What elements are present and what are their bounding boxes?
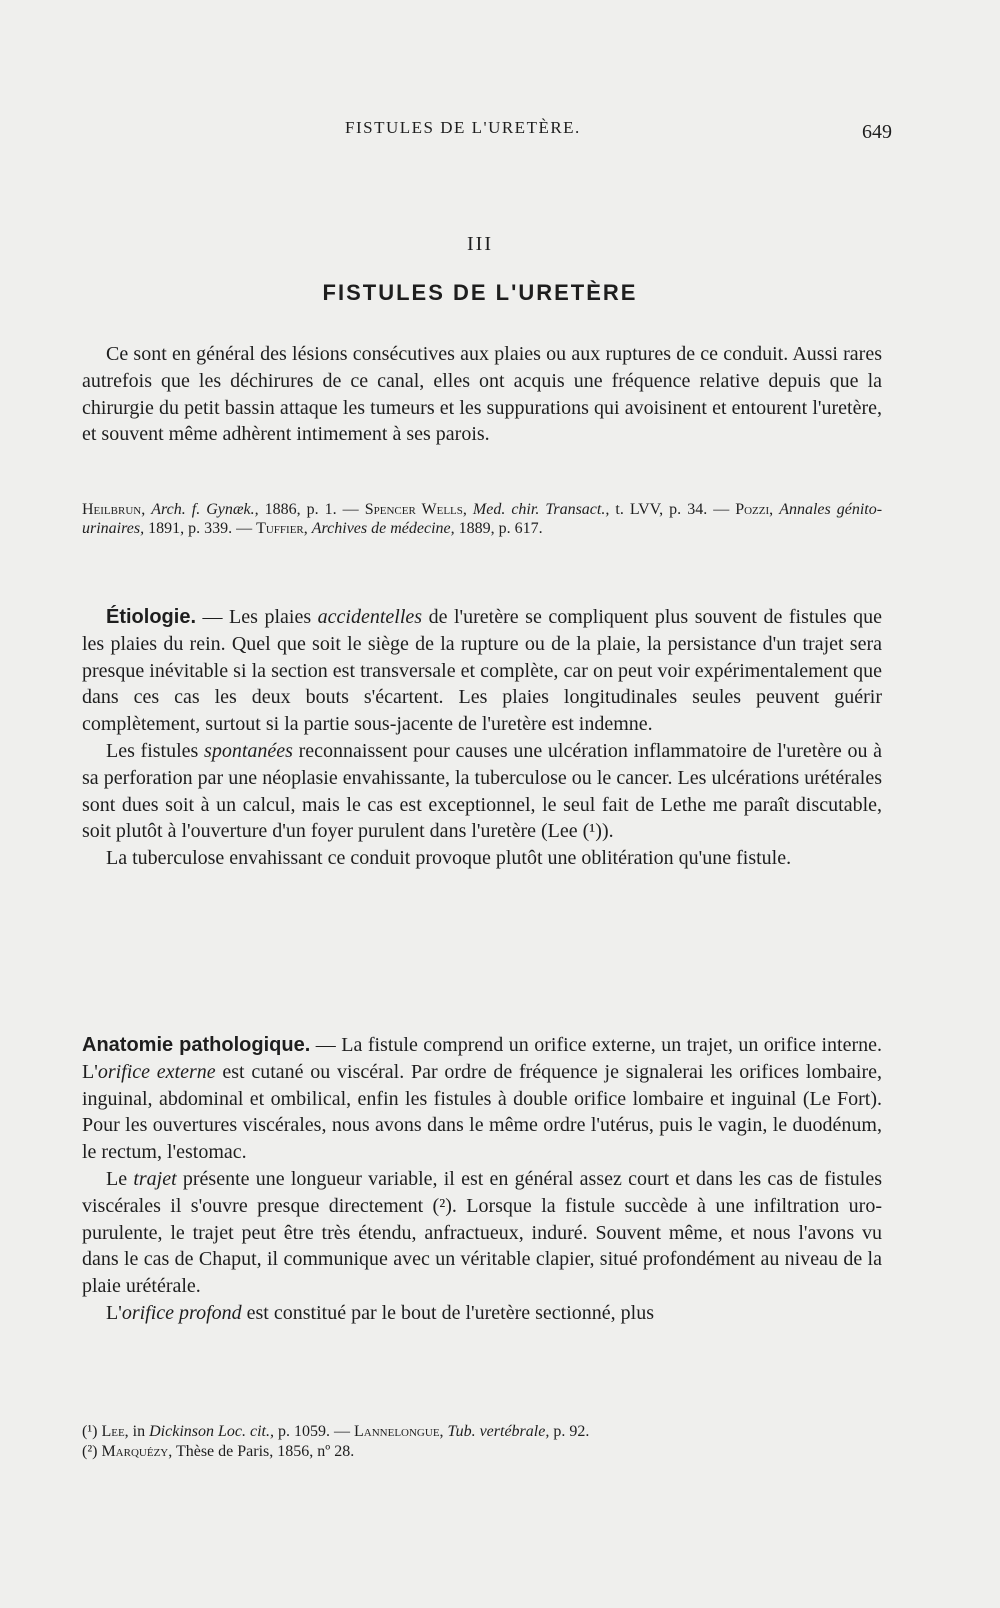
section-number: III xyxy=(467,233,493,255)
footnotes xyxy=(82,1422,882,1462)
text-run: est cutané ou viscéral. Par ordre de fréquence je signalerai les orifices lombaire, inguinal, abdominal et ombilical, enfin les fistules à double orifice lombaire et inguinal (Le Fort). Pour les ouvertures viscérales, nous avons dans le même ordre l'utérus, puis le vagin, le duodénum, le rectum, l'estomac. xyxy=(82,1060,882,1164)
text-run: — La fistule comprend un orifice externe, un trajet, un orifice interne. L' xyxy=(82,1034,883,1083)
anatomie-section xyxy=(82,1032,882,1327)
italic-term: spontanées xyxy=(204,739,293,762)
anatomie-heading: Anatomie pathologique. xyxy=(82,1034,311,1056)
text-run: reconnaissent pour causes une ulcération inflammatoire de l'uretère ou à sa perforation par une néoplasie envahissante, la tuberculose ou le cancer. Les ulcérations urétérales sont dues soit à un calcul, mais le cas est exceptionnel, le seul fait de Lethe me paraît discutable, soit plutôt à l'ouverture d'un foyer purulent dans l'uretère (Lee (¹)). xyxy=(82,739,883,843)
anatomie-paragraph-1 xyxy=(82,1032,882,1166)
text-run: p. 1059. — xyxy=(278,1423,350,1440)
etiologie-paragraph-3: La tuberculose envahissant ce conduit provoque plutôt une oblitération qu'une fistule. xyxy=(106,847,792,870)
intro-paragraph: Ce sont en général des lésions consécutives aux plaies ou aux ruptures de ce conduit. Aussi rares autrefois que les déchirures de ce canal, elles ont acquis une fréquence relative depuis que la chirurgie du petit bassin attaque les tumeurs et les suppurations qui avoisinent et entourent l'uretère, et souvent même adhèrent intimement à ses parois. xyxy=(82,343,882,446)
text-run: Les fistules xyxy=(106,739,199,762)
footnote-1 xyxy=(82,1422,882,1442)
text-run: in xyxy=(132,1423,146,1440)
ref-author: Pozzi, xyxy=(735,501,774,518)
page-number: 649 xyxy=(862,121,892,143)
section-title: FISTULES DE L'URETÈRE xyxy=(322,280,638,305)
footnote-mark: (¹) xyxy=(82,1423,98,1440)
italic-term: trajet xyxy=(133,1167,177,1190)
etiologie-paragraph-2 xyxy=(82,738,882,845)
ref-work: Archives de médecine, xyxy=(311,520,455,537)
ref-work: Med. chir. Transact., xyxy=(472,501,610,518)
footnote-mark: (²) xyxy=(82,1443,98,1460)
ref-detail: 1891, p. 339. — xyxy=(148,520,253,537)
footnote-2 xyxy=(82,1442,882,1462)
bibliography xyxy=(82,500,882,538)
text-run: présente une longueur variable, il est en général assez court et dans les cas de fistules viscérales il s'ouvre presque directement (²). Lorsque la fistule succède à une infiltration uro-purulente, le trajet peut être très étendu, anfractueux, induré. Souvent même, et nous l'avons vu dans le cas de Chaput, il communique avec un véritable clapier, situé profondément au niveau de la plaie urétérale. xyxy=(82,1167,882,1298)
ref-work: Arch. f. Gynæk., xyxy=(151,501,259,518)
ref-detail: 1886, p. 1. — xyxy=(264,501,359,518)
ref-author: Spencer Wells, xyxy=(364,501,467,518)
text-run: — Les plaies xyxy=(202,606,312,628)
text-run: Thèse de Paris, 1856, nº 28. xyxy=(175,1443,355,1460)
text-run: de l'uretère se compliquent plus souvent de fistules que les plaies du rein. Quel que soit le siège de la rupture ou de la plaie, la persistance d'un trajet sera presque inévitable si la section est transversale et complète, car on peut voir expérimentalement que dans ces cas les deux bouts s'écartent. Les plaies longitudinales seules peuvent guérir complètement, surtout si la partie sous-jacente de l'uretère est indemne. xyxy=(82,606,883,736)
ref-detail: t. LVV, p. 34. — xyxy=(615,501,730,518)
anatomie-paragraph-2 xyxy=(82,1166,882,1300)
etiologie-section xyxy=(82,604,882,872)
text-run: est constitué par le bout de l'uretère sectionné, plus xyxy=(246,1301,655,1324)
text-run: p. 92. xyxy=(553,1423,590,1440)
ref-work: Annales génito-urinaires, xyxy=(82,501,883,537)
italic-term: accidentelles xyxy=(317,606,423,628)
italic-term: orifice profond xyxy=(121,1301,242,1324)
ref-detail: 1889, p. 617. xyxy=(458,520,543,537)
footnote-work: Dickinson Loc. cit., xyxy=(149,1423,274,1440)
anatomie-paragraph-3 xyxy=(82,1300,882,1327)
etiologie-paragraph-1 xyxy=(82,604,882,738)
intro-section xyxy=(82,341,882,448)
running-head: FISTULES DE L'URETÈRE. xyxy=(345,118,581,137)
etiologie-heading: Étiologie. xyxy=(106,606,196,628)
italic-term: orifice externe xyxy=(97,1060,216,1083)
ref-author: Tuffier, xyxy=(256,520,308,537)
footnote-author: Lee, xyxy=(101,1423,129,1440)
text-run: Le xyxy=(106,1167,128,1190)
footnote-author: Lannelongue, xyxy=(354,1423,444,1440)
footnote-work: Tub. vertébrale, xyxy=(447,1423,550,1440)
text-run: L' xyxy=(106,1301,122,1324)
footnote-author: Marquézy, xyxy=(101,1443,173,1460)
ref-author: Heilbrun, xyxy=(82,501,146,518)
